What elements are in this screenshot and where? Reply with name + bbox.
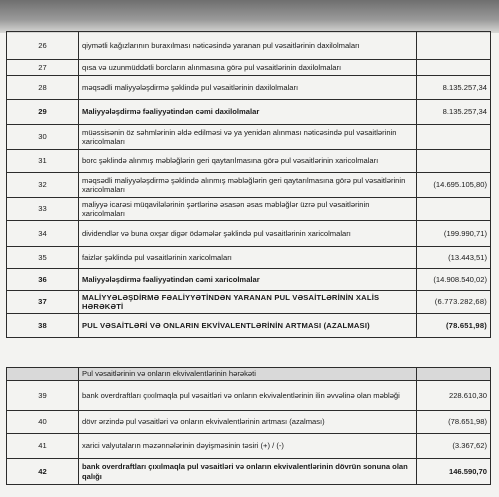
row-description: bank overdraftları çıxılmaqla pul vəsaitləri və onların ekvivalentlərinin dövrün sonuna olan qalığı bbox=[79, 459, 417, 485]
table-row-total bbox=[7, 100, 491, 125]
table-row bbox=[7, 247, 491, 269]
row-description: qısa və uzunmüddətli borcların alınmasına görə pul vəsaitlərinin daxilolmaları bbox=[79, 60, 417, 76]
row-number: 29 bbox=[7, 100, 79, 125]
row-number: 33 bbox=[7, 198, 79, 221]
table-row bbox=[7, 381, 491, 411]
row-description: PUL VƏSAİTLƏRİ VƏ ONLARIN EKVİVALENTLƏRİNİN ARTMASI (AZALMASI) bbox=[79, 314, 417, 338]
row-description: faizlər şəklində pul vəsaitlərinin xaricolmaları bbox=[79, 247, 417, 269]
header-spacer bbox=[7, 368, 79, 381]
row-number: 26 bbox=[7, 32, 79, 60]
row-number: 34 bbox=[7, 221, 79, 247]
row-number: 28 bbox=[7, 76, 79, 100]
section-header-row bbox=[7, 368, 491, 381]
row-description: məqsədli maliyyələşdirmə şəklində pul vəsaitlərinin daxilolmaları bbox=[79, 76, 417, 100]
row-number: 27 bbox=[7, 60, 79, 76]
row-description: qiymətli kağızlarının buraxılması nəticəsində yaranan pul vəsaitlərinin daxilolmaları bbox=[79, 32, 417, 60]
scan-top-shadow bbox=[0, 0, 499, 33]
row-number: 42 bbox=[7, 459, 79, 485]
row-description: Maliyyələşdirmə fəaliyyətindən cəmi xaricolmalar bbox=[79, 269, 417, 291]
table-row-change bbox=[7, 314, 491, 338]
row-amount: 8.135.257,34 bbox=[417, 100, 491, 125]
row-description: bank overdraftları çıxılmaqla pul vəsaitləri və onların ekvivalentlərinin ilin əvvəlinə olan məbləği bbox=[79, 381, 417, 411]
row-amount: (14.695.105,80) bbox=[417, 173, 491, 198]
table-row bbox=[7, 173, 491, 198]
row-amount: (14.908.540,02) bbox=[417, 269, 491, 291]
section-header: Pul vəsaitlərinin və onların ekvivalentlərinin hərəkəti bbox=[79, 368, 417, 381]
row-amount: (6.773.282,68) bbox=[417, 291, 491, 314]
row-number: 32 bbox=[7, 173, 79, 198]
row-description: xarici valyutaların məzənnələrinin dəyişməsinin təsiri (+) / (-) bbox=[79, 434, 417, 459]
row-number: 39 bbox=[7, 381, 79, 411]
table-row bbox=[7, 60, 491, 76]
row-description: borc şəklində alınmış məbləğlərin geri qaytarılmasına görə pul vəsaitlərinin xaricolmaları bbox=[79, 150, 417, 173]
row-number: 31 bbox=[7, 150, 79, 173]
table-row bbox=[7, 76, 491, 100]
table-row-closing-balance bbox=[7, 459, 491, 485]
table-row bbox=[7, 198, 491, 221]
table-row-net bbox=[7, 291, 491, 314]
row-description: dövr ərzində pul vəsaitləri və onların ekvivalentlərinin artması (azalması) bbox=[79, 411, 417, 434]
row-amount bbox=[417, 60, 491, 76]
row-amount: (78.651,98) bbox=[417, 411, 491, 434]
row-amount bbox=[417, 150, 491, 173]
financing-cash-flow-table bbox=[6, 31, 491, 338]
table-row bbox=[7, 221, 491, 247]
row-amount bbox=[417, 125, 491, 150]
row-description: MALİYYƏLƏŞDİRMƏ FƏALİYYƏTİNDƏN YARANAN PUL VƏSAİTLƏRİNİN XALİS HƏRƏKƏTİ bbox=[79, 291, 417, 314]
row-number: 37 bbox=[7, 291, 79, 314]
row-description: Maliyyələşdirmə fəaliyyətindən cəmi daxilolmalar bbox=[79, 100, 417, 125]
row-amount: 146.590,70 bbox=[417, 459, 491, 485]
row-amount bbox=[417, 32, 491, 60]
table-row bbox=[7, 434, 491, 459]
row-amount: 8.135.257,34 bbox=[417, 76, 491, 100]
header-spacer bbox=[417, 368, 491, 381]
row-amount: (3.367,62) bbox=[417, 434, 491, 459]
row-number: 36 bbox=[7, 269, 79, 291]
row-number: 30 bbox=[7, 125, 79, 150]
row-amount: (13.443,51) bbox=[417, 247, 491, 269]
row-description: maliyyə icarəsi müqavilələrinin şərtlərinə əsasən əsas məbləğlər üzrə pul vəsaitlərinin xaricolmaları bbox=[79, 198, 417, 221]
row-number: 40 bbox=[7, 411, 79, 434]
row-number: 35 bbox=[7, 247, 79, 269]
row-description: müəssisənin öz səhmlərinin əldə edilməsi və ya yenidən alınması nəticəsində pul vəsaitlərinin xaricolmaları bbox=[79, 125, 417, 150]
cash-equivalents-movement-table bbox=[6, 367, 491, 485]
row-number: 38 bbox=[7, 314, 79, 338]
row-description: dividendlər və buna oxşar digər ödəmələr şəklində pul vəsaitlərinin xaricolmaları bbox=[79, 221, 417, 247]
row-amount: (78.651,98) bbox=[417, 314, 491, 338]
row-amount: (199.990,71) bbox=[417, 221, 491, 247]
table-row bbox=[7, 125, 491, 150]
row-amount bbox=[417, 198, 491, 221]
table-row bbox=[7, 32, 491, 60]
table-row bbox=[7, 411, 491, 434]
row-description: məqsədli maliyyələşdirmə şəklində alınmış məbləğlərin geri qaytarılmasına görə pul vəsaitlərinin xaricolmaları bbox=[79, 173, 417, 198]
row-number: 41 bbox=[7, 434, 79, 459]
table-row bbox=[7, 150, 491, 173]
table-row-total bbox=[7, 269, 491, 291]
row-amount: 228.610,30 bbox=[417, 381, 491, 411]
